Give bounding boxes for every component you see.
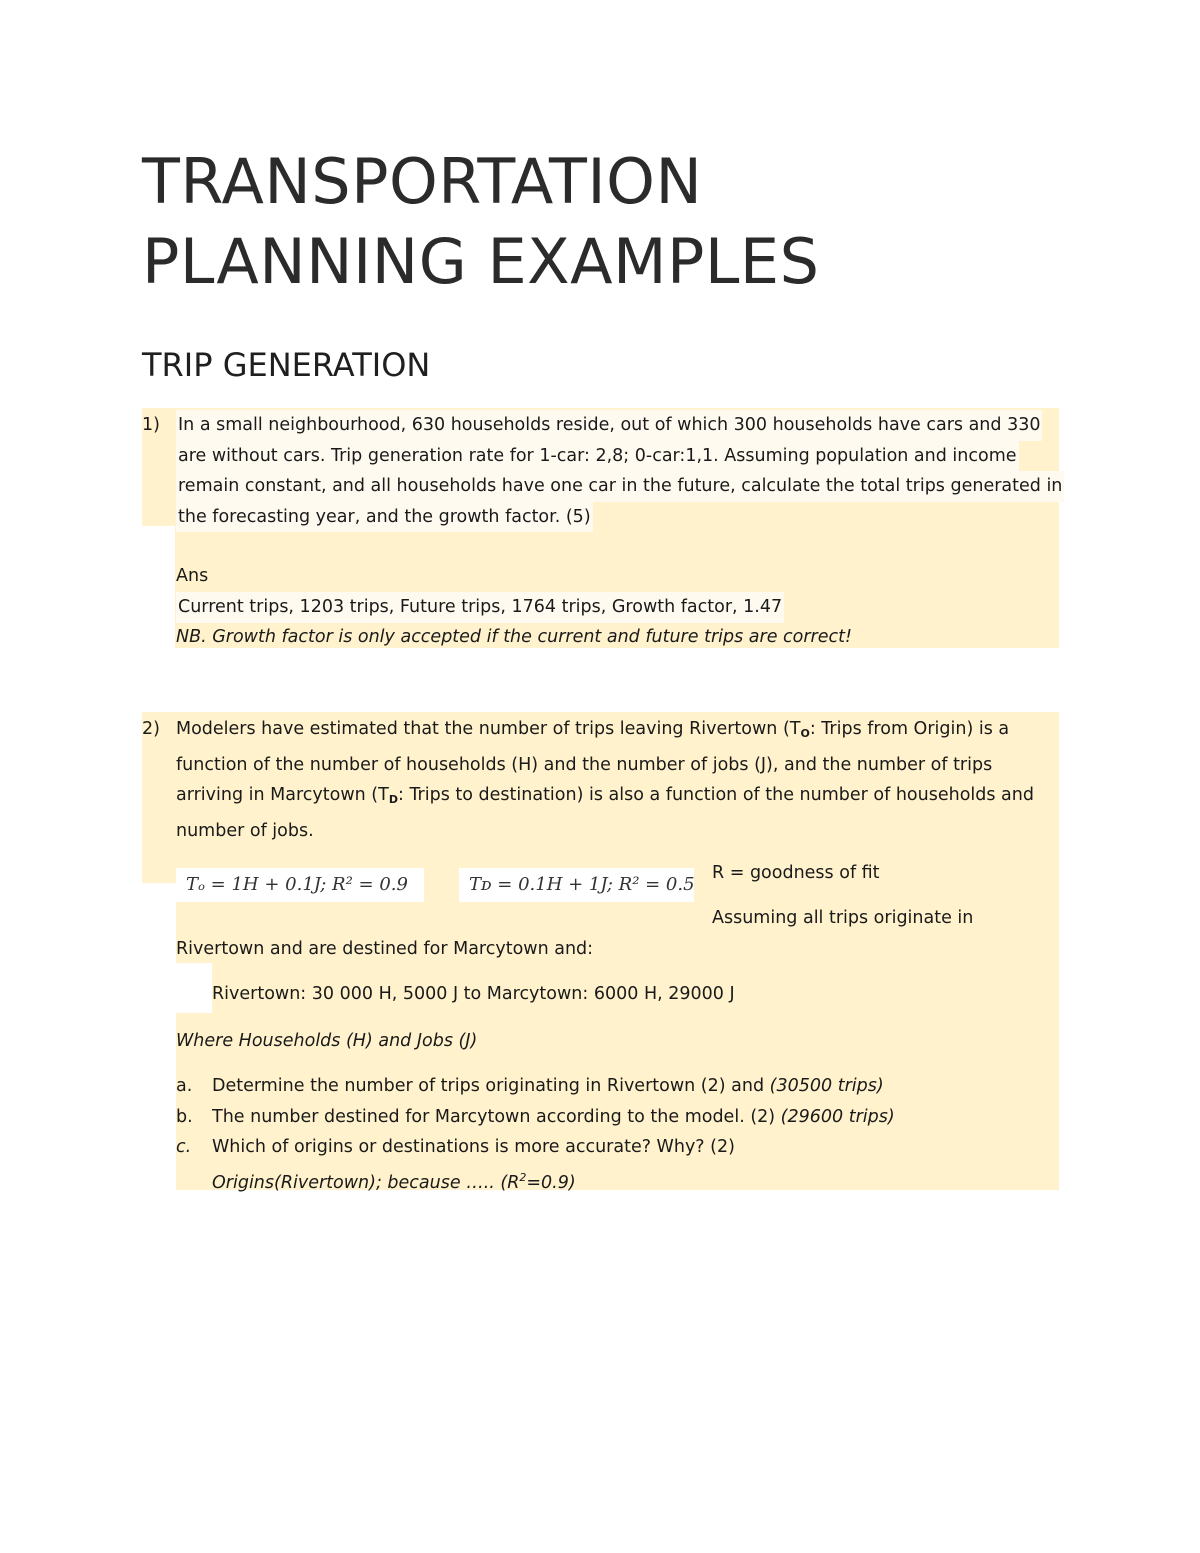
q1-answer: Current trips, 1203 trips, Future trips, 1764 trips, Growth factor, 1.47 bbox=[176, 592, 784, 623]
part-b-label: b. bbox=[176, 1107, 193, 1127]
q2-line-1b: : Trips from Origin) is a bbox=[809, 719, 1010, 739]
q2-line-1-sub: O bbox=[800, 727, 810, 740]
title-line-1: TRANSPORTATION bbox=[142, 145, 703, 218]
q2-line-3-sub: D bbox=[388, 793, 398, 806]
data-line: Rivertown: 30 000 H, 5000 J to Marcytown: 6000 H, 29000 J bbox=[212, 984, 735, 1004]
title-line-2: PLANNING EXAMPLES bbox=[142, 225, 820, 298]
part-c-answer-a: Origins(Rivertown); because ….. (R bbox=[212, 1172, 520, 1193]
part-a-label: a. bbox=[176, 1076, 193, 1096]
q2-line-2: function of the number of households (H) and the number of jobs (J), and the number of trips bbox=[176, 754, 993, 775]
document-title bbox=[142, 142, 819, 302]
q1-ans-label: Ans bbox=[176, 566, 209, 586]
q2-line-4: number of jobs. bbox=[176, 820, 314, 841]
q1-line-1: In a small neighbourhood, 630 households reside, out of which 300 households have cars and 330 bbox=[176, 410, 1042, 441]
q1-text bbox=[176, 410, 1064, 532]
part-c-answer-b: =0.9) bbox=[526, 1172, 576, 1193]
part-b bbox=[212, 1102, 895, 1133]
r-goodness-note: R = goodness of fit bbox=[712, 863, 880, 883]
equation-origin: Tₒ = 1H + 0.1J; R² = 0.9 bbox=[176, 868, 424, 902]
q2-number: 2) bbox=[142, 719, 160, 739]
part-a bbox=[212, 1071, 884, 1102]
section-heading: TRIP GENERATION bbox=[142, 346, 431, 384]
part-a-answer: (30500 trips) bbox=[769, 1076, 884, 1096]
assume-line-2: Rivertown and are destined for Marcytown and: bbox=[176, 939, 594, 959]
where-line: Where Households (H) and Jobs (J) bbox=[176, 1031, 478, 1051]
q1-number: 1) bbox=[142, 415, 160, 435]
q2-line-3a: arriving in Marcytown (T bbox=[176, 785, 389, 805]
part-b-text: The number destined for Marcytown according to the model. (2) bbox=[212, 1107, 781, 1127]
q1-note: NB. Growth factor is only accepted if the current and future trips are correct! bbox=[176, 627, 853, 647]
part-c-label: c. bbox=[176, 1137, 192, 1157]
q2-text bbox=[176, 714, 1034, 846]
part-b-answer: (29600 trips) bbox=[780, 1107, 895, 1127]
part-c-text: Which of origins or destinations is more accurate? Why? (2) bbox=[212, 1137, 735, 1157]
assume-line-1: Assuming all trips originate in bbox=[712, 908, 974, 928]
q2-line-3b: : Trips to destination) is also a function of the number of households and bbox=[397, 785, 1034, 805]
part-c-answer bbox=[212, 1163, 576, 1198]
part-c-answer-sup: 2 bbox=[519, 1171, 527, 1184]
part-a-text: Determine the number of trips originating in Rivertown (2) and bbox=[212, 1076, 770, 1096]
equation-destination: Tᴅ = 0.1H + 1J; R² = 0.5 bbox=[459, 868, 694, 902]
q2-line-1a: Modelers have estimated that the number of trips leaving Rivertown (T bbox=[176, 719, 801, 739]
q1-line-2: are without cars. Trip generation rate for 1-car: 2,8; 0-car:1,1. Assuming population and income bbox=[176, 441, 1019, 472]
q1-line-4: the forecasting year, and the growth factor. (5) bbox=[176, 502, 593, 533]
q1-line-3: remain constant, and all households have one car in the future, calculate the total trips generated in bbox=[176, 471, 1064, 502]
